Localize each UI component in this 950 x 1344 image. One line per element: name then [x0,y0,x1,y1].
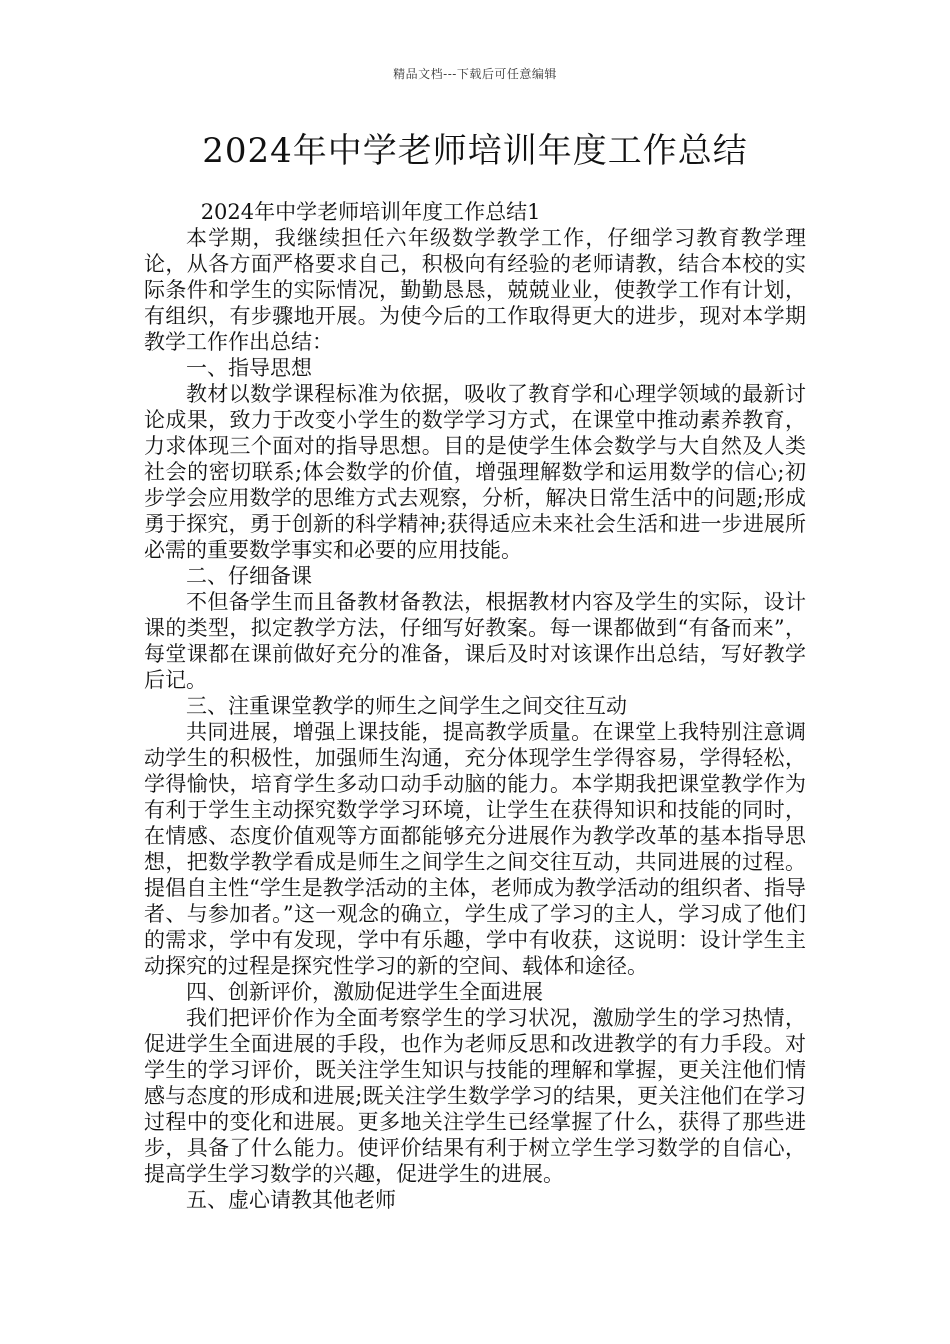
paragraph-intro: 本学期，我继续担任六年级数学教学工作，仔细学习教育教学理论，从各方面严格要求自己，积极向有经验的老师请教，结合本校的实际条件和学生的实际情况，勤勤恳恳，兢兢业业，使教学工作有计划，有组织，有步骤地开展。为使今后的工作取得更大的进步，现对本学期教学工作作出总结： [144,226,806,354]
section-heading-2: 二、仔细备课 [186,564,312,588]
paragraph-section-2: 不但备学生而且备教材备教法，根据教材内容及学生的实际，设计课的类型，拟定教学方法，仔细写好教案。每一课都做到“有备而来”，每堂课都在课前做好充分的准备，课后及时对该课作出总结，写好教学后记。 [144,590,806,692]
header-note: 精品文档---下载后可任意编辑 [393,67,557,81]
section-heading-1: 一、指导思想 [186,356,312,380]
section-heading-3: 三、注重课堂教学的师生之间学生之间交往互动 [186,694,627,718]
document-body [144,199,806,1213]
document-title: 2024年中学老师培训年度工作总结 [202,131,748,171]
section-heading-4: 四、创新评价，激励促进学生全面进展 [186,980,543,1004]
paragraph-section-4: 我们把评价作为全面考察学生的学习状况，激励学生的学习热情，促进学生全面进展的手段，也作为老师反思和改进教学的有力手段。对学生的学习评价，既关注学生知识与技能的理解和掌握，更关注他们情感与态度的形成和进展;既关注学生数学学习的结果，更关注他们在学习过程中的变化和进展。更多地关注学生已经掌握了什么，获得了那些进步，具备了什么能力。使评价结果有利于树立学生学习数学的自信心，提高学生学习数学的兴趣，促进学生的进展。 [144,1006,806,1186]
section-heading-5: 五、虚心请教其他老师 [186,1188,396,1212]
paragraph-section-1: 教材以数学课程标准为依据，吸收了教育学和心理学领域的最新讨论成果，致力于改变小学生的数学学习方式，在课堂中推动素养教育，力求体现三个面对的指导思想。目的是使学生体会数学与大自然及人类社会的密切联系;体会数学的价值，增强理解数学和运用数学的信心;初步学会应用数学的思维方式去观察，分析，解决日常生活中的问题;形成勇于探究，勇于创新的科学精神;获得适应未来社会生活和进一步进展所必需的重要数学事实和必要的应用技能。 [144,382,806,562]
subtitle-paragraph: 2024年中学老师培训年度工作总结1 [200,200,541,224]
paragraph-section-3: 共同进展，增强上课技能，提高教学质量。在课堂上我特别注意调动学生的积极性，加强师生沟通，充分体现学生学得容易，学得轻松，学得愉快，培育学生多动口动手动脑的能力。本学期我把课堂教学作为有利于学生主动探究数学学习环境，让学生在获得知识和技能的同时，在情感、态度价值观等方面都能够充分进展作为教学改革的基本指导思想，把数学教学看成是师生之间学生之间交往互动，共同进展的过程。提倡自主性“学生是教学活动的主体，老师成为教学活动的组织者、指导者、与参加者。”这一观念的确立，学生成了学习的主人，学习成了他们的需求，学中有发现，学中有乐趣，学中有收获，这说明：设计学生主动探究的过程是探究性学习的新的空间、载体和途径。 [144,720,806,978]
